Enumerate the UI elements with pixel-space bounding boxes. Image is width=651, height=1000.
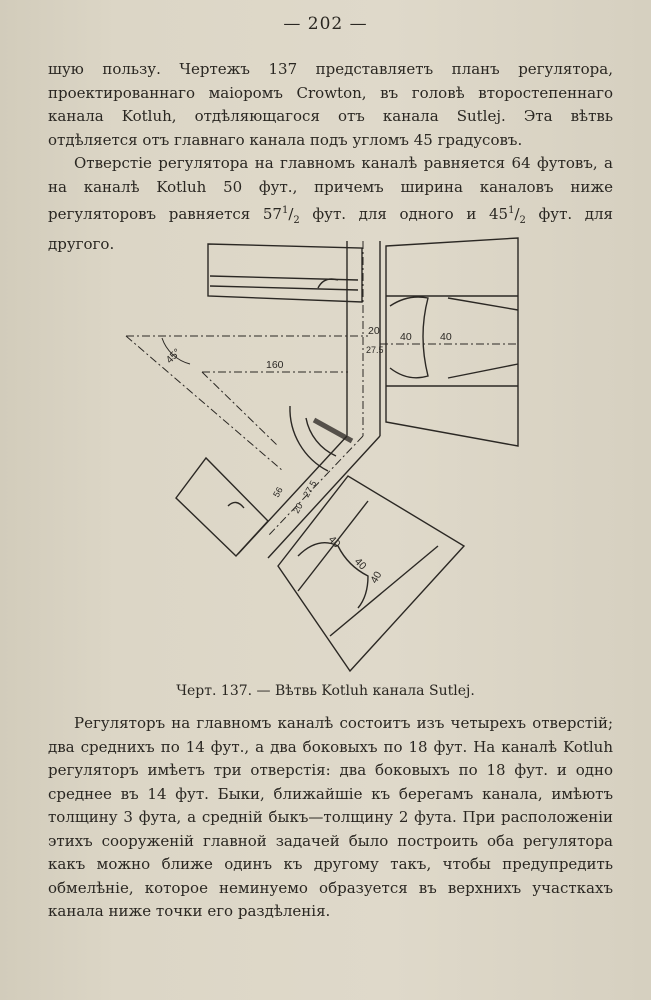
lower-left-block	[176, 458, 268, 556]
dim-160: 160	[266, 359, 284, 371]
paragraph-part: фут. для другого.	[48, 205, 613, 253]
right-block-line	[448, 298, 518, 310]
fraction-denominator: 2	[293, 215, 300, 226]
construction-line	[202, 372, 278, 446]
angle-label: 45°	[163, 346, 184, 367]
paragraph-part: Отверстіе регулятора на главномъ каналѣ равняется 64 футовъ, а на каналѣ Kotluh 50 фут., причемъ ширина каналовъ ниже регуляторовъ равняется 57	[48, 154, 613, 223]
dim-56: 56	[271, 485, 285, 499]
dim-20-top: 20	[368, 325, 380, 337]
paragraph-regulator-openings: Отверстіе регулятора на главномъ каналѣ равняется 64 футовъ, а на каналѣ Kotluh 50 фут., причемъ ширина каналовъ ниже регуляторовъ равняется $57^1/_2$ фут. для одного и $45^1/_2$ фут. для другого.	[48, 154, 613, 253]
dim-275-top: 27.5	[366, 345, 384, 355]
dim-40-e: 40	[368, 569, 385, 586]
right-block-line	[448, 364, 518, 378]
figure-caption: Черт. 137. — Вѣтвь Kotluh канала Sutlej.	[176, 683, 475, 699]
paragraph-regulator-description: Регуляторъ на главномъ каналѣ состоитъ изъ четырехъ отверстій; два среднихъ по 14 фут., а два боковыхъ по 18 фут. На каналѣ Kotluh регуляторъ имѣетъ три отверстія: два боковыхъ по 18 фут. и одно среднее въ 14 фут. Быки, ближайшіе къ берегамъ канала, имѣютъ толщину 3 фута, а средній быкъ—толщину 2 фута. При расположеніи этихъ сооруженій главной задачей было построить оба регулятора какъ можно ближе одинъ къ другому такъ, чтобы предупредить обмелѣніе, которое неминуемо образуется въ верхнихъ участкахъ канала ниже точки его раздѣленія.	[48, 714, 613, 920]
construction-line	[126, 336, 283, 471]
branch-canal-bank	[268, 436, 380, 558]
dim-40-c: 40	[325, 533, 343, 551]
top-text-block	[48, 58, 613, 256]
branch-throat-curve	[298, 543, 368, 608]
fraction-denominator: 2	[519, 215, 526, 226]
fraction-numerator: 1	[508, 205, 515, 216]
dim-20-low: 20	[291, 501, 305, 515]
upper-left-block	[208, 244, 362, 302]
paragraph-part: фут. для одного и 45	[299, 205, 509, 223]
regulator-plan-svg	[118, 236, 523, 676]
dim-275-low: 27.5	[301, 478, 319, 499]
page-number: — 202 —	[283, 14, 368, 34]
upper-left-inner-line	[210, 286, 358, 290]
lower-left-wing-curve	[228, 502, 244, 508]
hatched-wall	[314, 420, 352, 441]
dim-40-a: 40	[400, 331, 412, 343]
fraction-numerator: 1	[281, 205, 289, 216]
dim-40-d: 40	[351, 555, 369, 573]
paragraph-continuation: шую пользу. Чертежъ 137 представляетъ планъ регулятора, проектированнаго маіоромъ Crowton, въ головѣ второстепеннаго канала Kotluh, отдѣляющагося отъ канала Sutlej. Эта вѣтвь отдѣляется отъ главнаго канала подъ угломъ 45 градусовъ.	[48, 60, 613, 149]
bottom-text-block	[48, 712, 613, 924]
figure-137-drawing	[118, 236, 523, 676]
junction-arc-outer	[290, 406, 328, 471]
dim-40-b: 40	[440, 331, 452, 343]
upper-left-wing-curve	[318, 279, 338, 288]
